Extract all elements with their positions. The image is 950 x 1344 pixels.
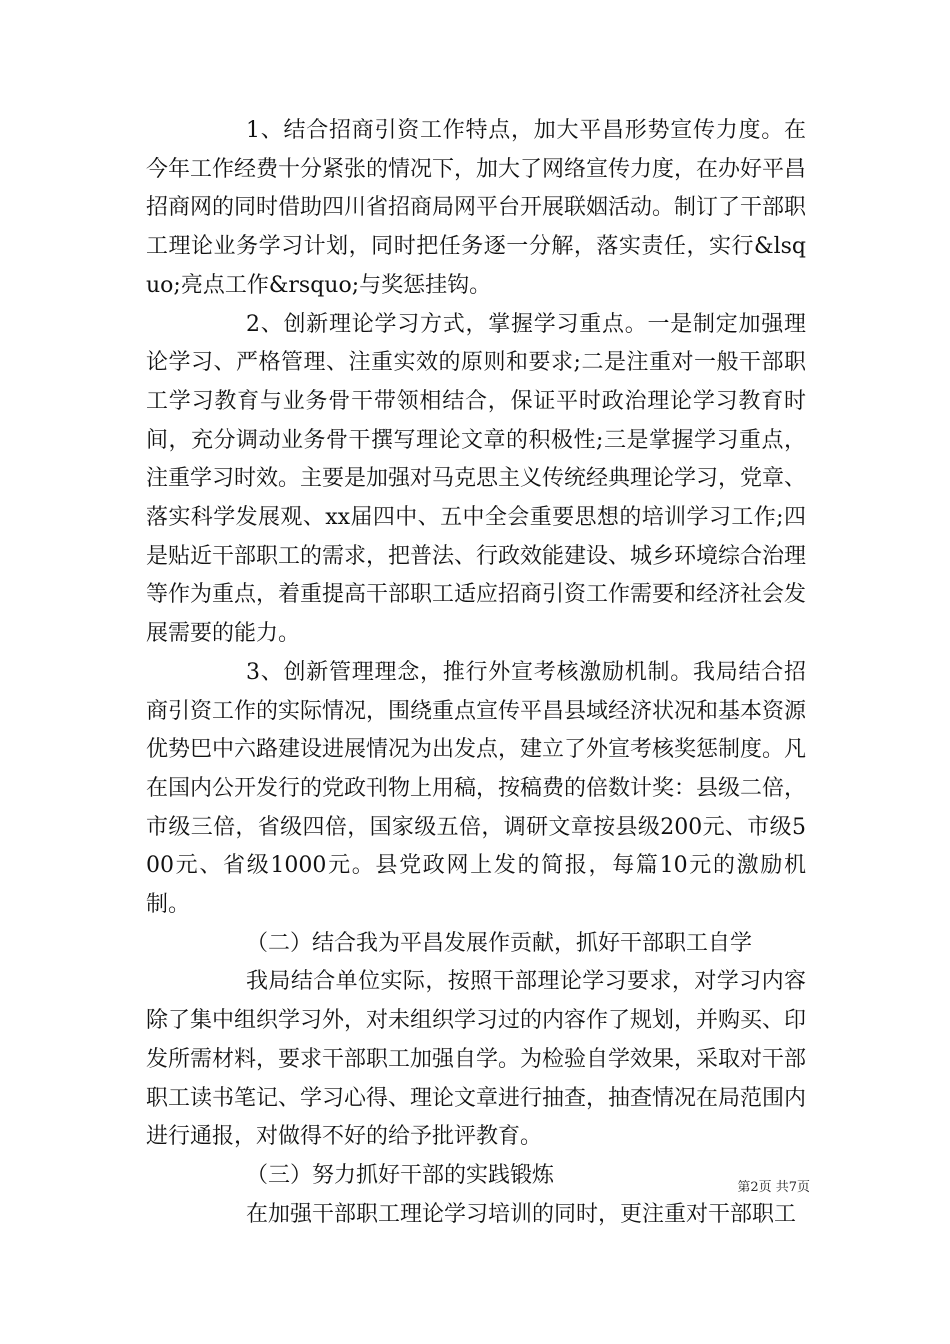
section-heading-2: （二）结合我为平昌发展作贡献，抓好干部职工自学 xyxy=(246,930,753,956)
paragraph-practice: 在加强干部职工理论学习培训的同时，更注重对干部职工 xyxy=(246,1201,797,1227)
paragraph-self-study: 我局结合单位实际，按照干部理论学习要求，对学习内容除了集中组织学习外，对未组织学习过的内容作了规划，并购买、印发所需材料，要求干部职工加强自学。为检验自学效果，采取对干部职工读书笔记、学习心得、理论文章进行抽查，抽查情况在局范围内进行通报，对做得不好的给予批评教育。 xyxy=(146,969,807,1150)
document-body xyxy=(146,112,806,1234)
page-number-footer: 第2页 共7页 xyxy=(737,1180,810,1195)
paragraph-item-2: 2、创新理论学习方式，掌握学习重点。一是制定加强理论学习、严格管理、注重实效的原则和要求;二是注重对一般干部职工学习教育与业务骨干带领相结合，保证平时政治理论学习教育时间，充分调动业务骨干撰写理论文章的积极性;三是掌握学习重点，注重学习时效。主要是加强对马克思主义传统经典理论学习，党章、落实科学发展观、xx届四中、五中全会重要思想的培训学习工作;四是贴近干部职工的需求，把普法、行政效能建设、城乡环境综合治理等作为重点，着重提高干部职工适应招商引资工作需要和经济社会发展需要的能力。 xyxy=(146,311,807,647)
paragraph-item-3: 3、创新管理理念，推行外宣考核激励机制。我局结合招商引资工作的实际情况，围绕重点宣传平昌县域经济状况和基本资源优势巴中六路建设进展情况为出发点，建立了外宣考核奖惩制度。凡在国内公开发行的党政刊物上用稿，按稿费的倍数计奖：县级二倍，市级三倍，省级四倍，国家级五倍，调研文章按县级200元、市级500元、省级1000元。县党政网上发的简报，每篇10元的激励机制。 xyxy=(146,659,807,918)
section-heading-3: （三）努力抓好干部的实践锻炼 xyxy=(246,1162,555,1188)
paragraph-item-1: 1、结合招商引资工作特点，加大平昌形势宣传力度。在今年工作经费十分紧张的情况下，加大了网络宣传力度，在办好平昌招商网的同时借助四川省招商局网平台开展联姻活动。制订了干部职工理论业务学习计划，同时把任务逐一分解，落实责任，实行&lsquo;亮点工作&rsquo;与奖惩挂钩。 xyxy=(146,118,807,298)
